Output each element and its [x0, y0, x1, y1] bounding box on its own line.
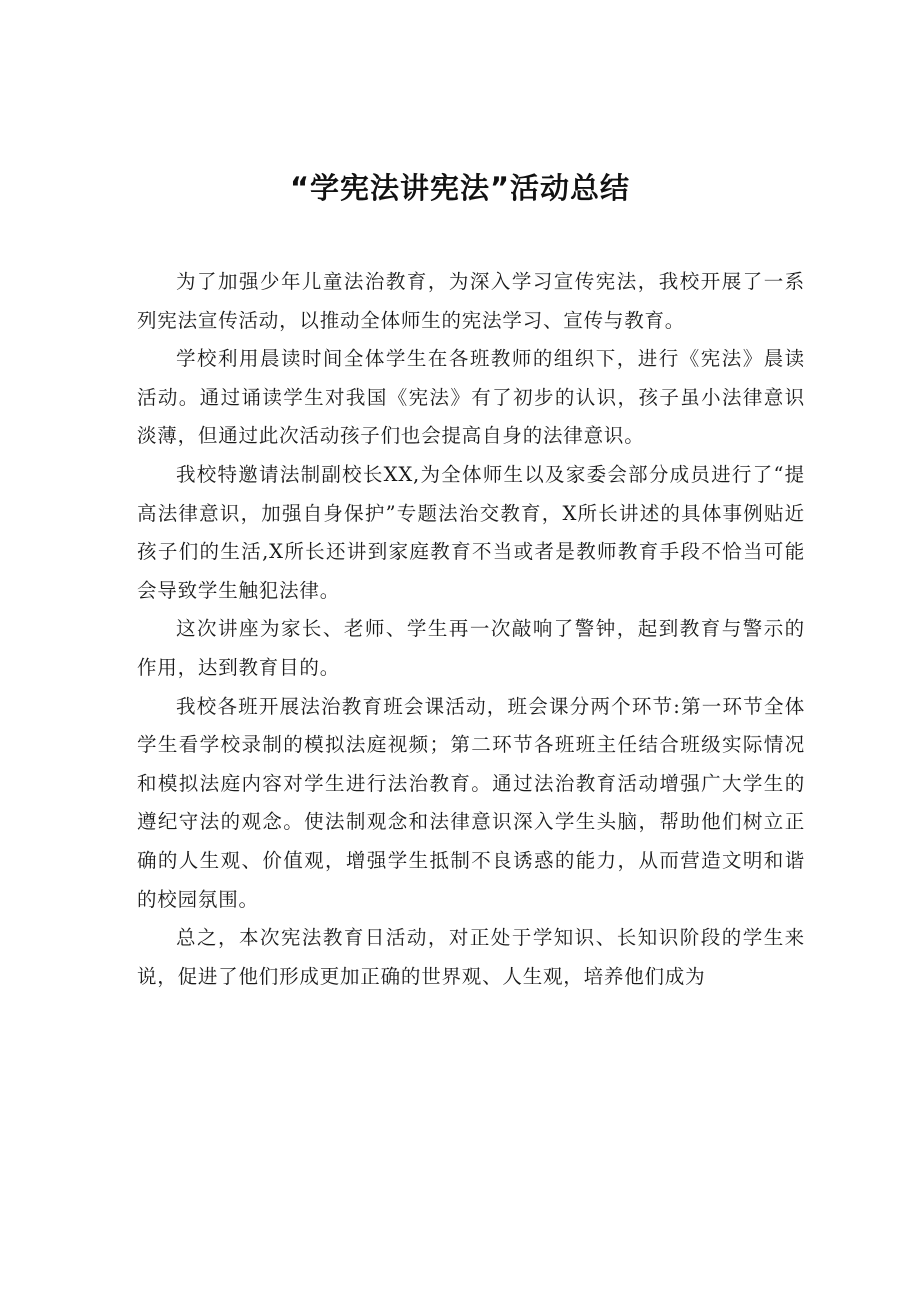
- paragraph-2: 学校利用晨读时间全体学生在各班教师的组织下，进行《宪法》晨读活动。通过诵读学生对我国《宪法》有了初步的认识，孩子虽小法律意识淡薄，但通过此次活动孩子们也会提高自身的法律意识。: [137, 347, 805, 448]
- paragraph-6: 总之，本次宪法教育日活动，对正处于学知识、长知识阶段的学生来说，促进了他们形成更加正确的世界观、人生观，培养他们成为: [137, 926, 805, 988]
- paragraph-5: 我校各班开展法治教育班会课活动，班会课分两个环节:第一环节全体学生看学校录制的模拟法庭视频；第二环节各班班主任结合班级实际情况和模拟法庭内容对学生进行法治教育。通过法治教育活动增强广大学生的遵纪守法的观念。使法制观念和法律意识深入学生头脑，帮助他们树立正确的人生观、价值观，增强学生抵制不良诱惑的能力，从而营造文明和谐的校园氛围。: [137, 694, 805, 911]
- paragraph-3: 我校特邀请法制副校长XX,为全体师生以及家委会部分成员进行了“提高法律意识，加强自身保护”专题法治交教育，X所长讲述的具体事例贴近孩子们的生活,X所长还讲到家庭教育不当或者是教师教育手段不恰当可能会导致学生触犯法律。: [137, 462, 805, 602]
- paragraph-1: 为了加强少年儿童法治教育，为深入学习宣传宪法，我校开展了一系列宪法宣传活动，以推动全体师生的宪法学习、宣传与教育。: [137, 270, 805, 332]
- document-body: [137, 263, 805, 996]
- document-title: “学宪法讲宪法”活动总结: [289, 171, 631, 205]
- paragraph-4: 这次讲座为家长、老师、学生再一次敲响了警钟，起到教育与警示的作用，达到教育目的。: [137, 617, 805, 679]
